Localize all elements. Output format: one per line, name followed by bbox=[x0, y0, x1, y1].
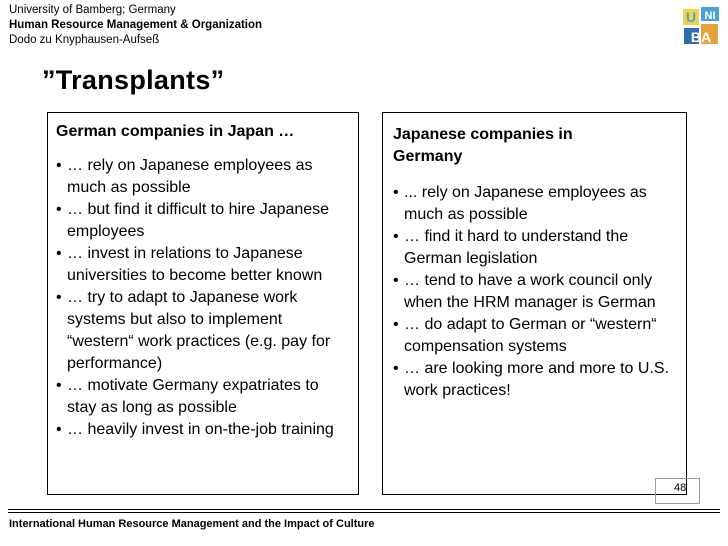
department-line: Human Resource Management & Organization bbox=[9, 19, 263, 31]
footer-divider bbox=[8, 512, 720, 513]
slide-header bbox=[9, 3, 262, 48]
list-item: • … invest in relations to Japanese universities to become better known bbox=[56, 245, 323, 284]
list-item: • … tend to have a work council only when the HRM manager is German bbox=[393, 272, 656, 311]
german-companies-box bbox=[47, 112, 359, 495]
page-number: 48 bbox=[674, 482, 687, 494]
left-box-list bbox=[56, 155, 358, 441]
svg-text:NI: NI bbox=[704, 10, 716, 22]
university-line: University of Bamberg; Germany bbox=[9, 4, 176, 16]
bullet-icon: • bbox=[393, 360, 399, 377]
slide-title: ”Transplants” bbox=[42, 65, 225, 95]
author-line: Dodo zu Knyphausen-Aufseß bbox=[9, 34, 160, 46]
svg-text:U: U bbox=[685, 9, 697, 25]
slide-footer: International Human Resource Management and the Impact of Culture bbox=[9, 518, 375, 530]
bullet-icon: • bbox=[393, 228, 399, 245]
list-item: • … motivate Germany expatriates to stay as long as possible bbox=[56, 377, 319, 416]
svg-text:BA: BA bbox=[690, 29, 712, 45]
bullet-icon: • bbox=[56, 289, 62, 306]
bullet-icon: • bbox=[56, 421, 62, 438]
bullet-icon: • bbox=[393, 272, 399, 289]
list-item: • … rely on Japanese employees as much as possible bbox=[56, 157, 313, 196]
list-item: • … are looking more and more to U.S. work practices! bbox=[393, 360, 670, 399]
list-item: • ... rely on Japanese employees as much as possible bbox=[393, 184, 647, 223]
bullet-icon: • bbox=[393, 184, 399, 201]
bullet-icon: • bbox=[56, 201, 62, 218]
list-item: • … but find it difficult to hire Japanese employees bbox=[56, 201, 330, 240]
bullet-icon: • bbox=[393, 316, 399, 333]
list-item: • … try to adapt to Japanese work systems but also to implement “western“ work practices (e.g. pay for performance) bbox=[56, 289, 331, 372]
bullet-icon: • bbox=[56, 377, 62, 394]
bullet-icon: • bbox=[56, 157, 62, 174]
uniba-logo bbox=[681, 6, 721, 48]
right-box-list bbox=[393, 182, 686, 402]
right-box-heading: Japanese companies in Germany bbox=[393, 126, 573, 165]
japanese-companies-box bbox=[382, 112, 687, 495]
list-item: • … heavily invest in on-the-job training bbox=[56, 419, 352, 441]
left-box-heading: German companies in Japan … bbox=[56, 123, 295, 140]
list-item: • … find it hard to understand the German legislation bbox=[393, 228, 629, 267]
footer-divider bbox=[8, 509, 720, 510]
list-item: • … do adapt to German or “western“ compensation systems bbox=[393, 316, 657, 355]
bullet-icon: • bbox=[56, 245, 62, 262]
